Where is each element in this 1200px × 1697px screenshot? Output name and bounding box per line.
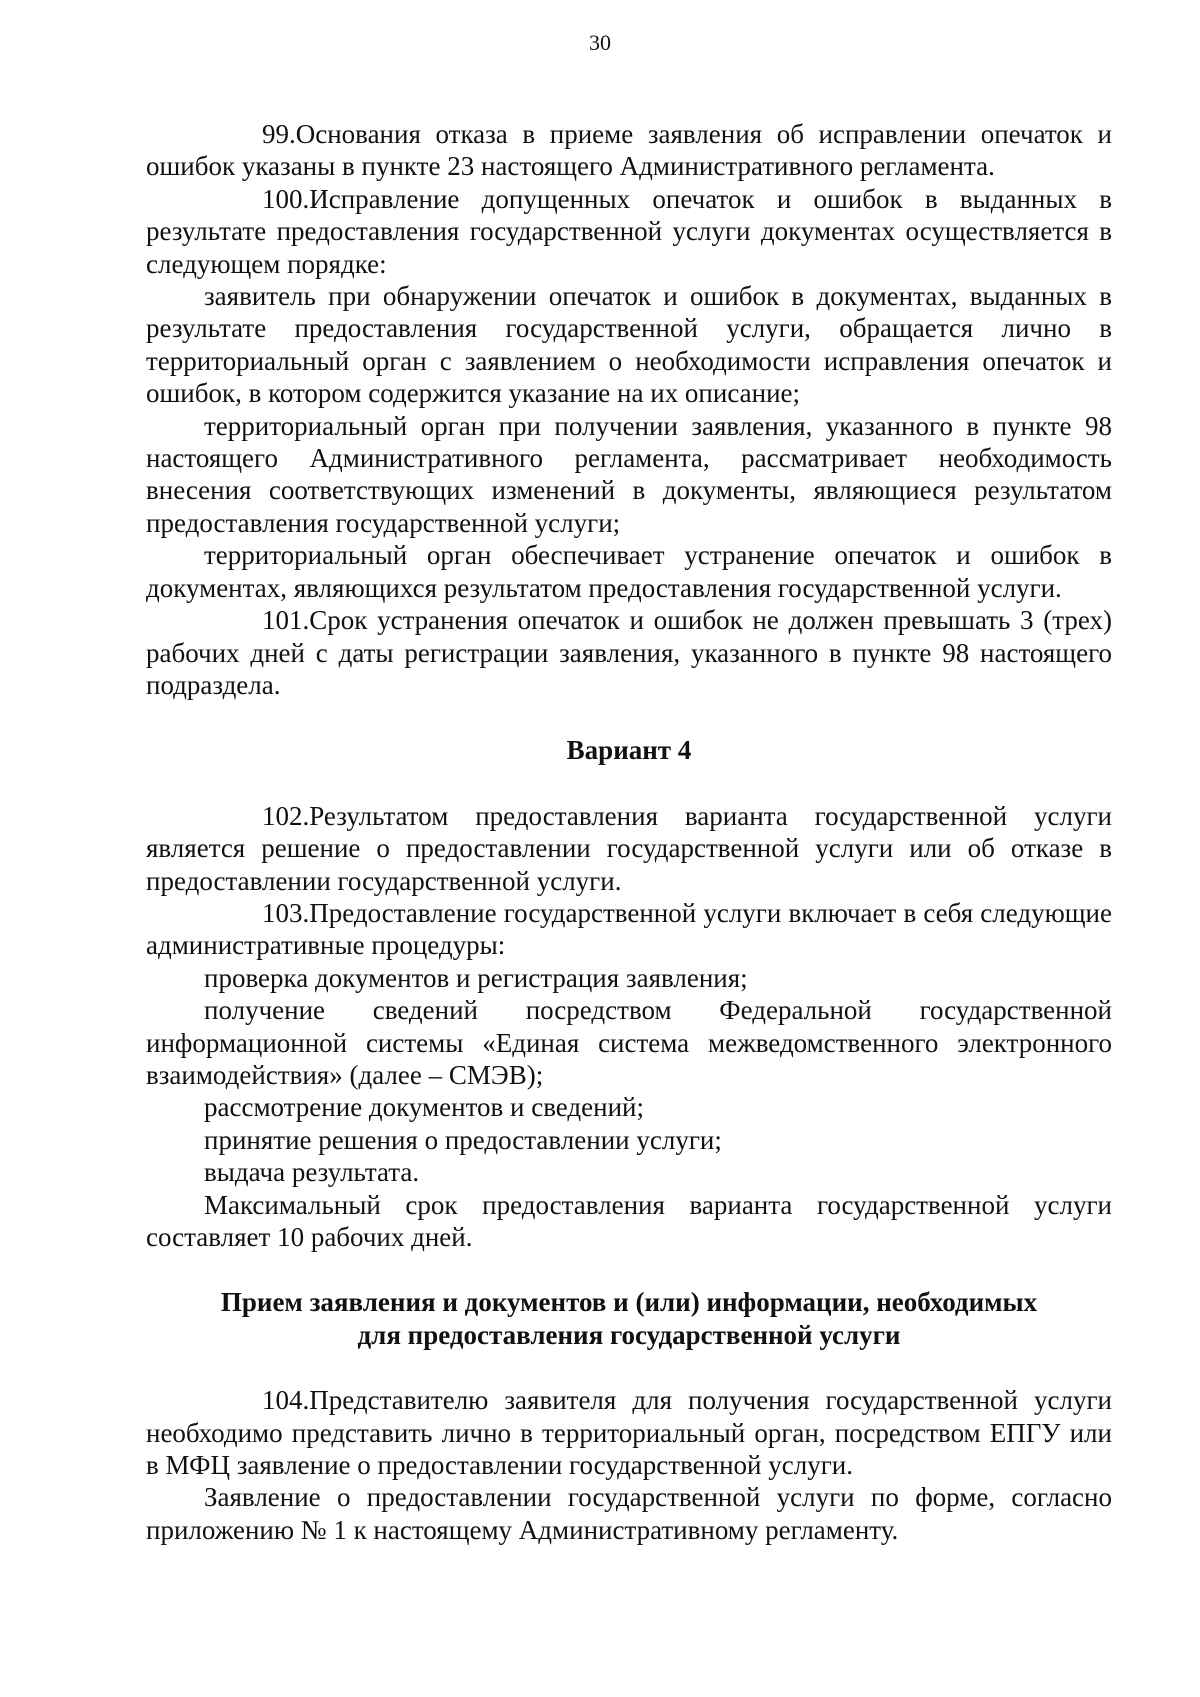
section-heading-line: Прием заявления и документов и (или) информации, необходимых (220, 1287, 1038, 1318)
paragraph-104 (146, 1384, 1112, 1481)
variant-heading: Вариант 4 (566, 735, 692, 766)
paragraph-99 (146, 118, 1112, 183)
paragraph-text: Срок устранения опечаток и ошибок не должен превышать 3 (трех) рабочих дней с даты регистрации заявления, указанного в пункте 98 настоящего подраздела. (146, 605, 1112, 700)
paragraph-text: заявитель при обнаружении опечаток и ошибок в документах, выданных в результате предоставления государственной услуги, обращается лично в территориальный орган с заявлением о необходимости исправления опечаток и ошибок, в котором содержится указание на их описание; (146, 281, 1112, 409)
section-heading-line: для предоставления государственной услуги (357, 1319, 901, 1350)
paragraph-102 (146, 800, 1112, 897)
paragraph-text: Заявление о предоставлении государственной услуги по форме, согласно приложению № 1 к настоящему Административному регламенту. (146, 1482, 1112, 1545)
item-number: 102. (262, 800, 310, 831)
paragraph-text: Основания отказа в приеме заявления об исправлении опечаток и ошибок указаны в пункте 23 настоящего Административного регламента. (146, 119, 1112, 182)
paragraph-text: Исправление допущенных опечаток и ошибок в выданных в результате предоставления государственной услуги документах осуществляется в следующем порядке: (146, 183, 1112, 279)
paragraph-text: территориальный орган при получении заявления, указанного в пункте 98 настоящего Административного регламента, рассматривает необходимость внесения соответствующих изменений в документы, являющиеся результатом предоставления государственной услуги; (146, 410, 1112, 538)
item-number: 99. (262, 119, 296, 149)
paragraph-text: получение сведений посредством Федеральной государственной информационной системы «Единая система межведомственного электронного взаимодействия» (далее – СМЭВ); (146, 995, 1112, 1090)
item-number: 101. (262, 605, 310, 636)
page-number: 30 (589, 30, 611, 55)
paragraph-text: проверка документов и регистрация заявления; (204, 962, 748, 993)
paragraph-100 (146, 183, 1112, 280)
document-body (146, 118, 1112, 1546)
paragraph-text: Результатом предоставления варианта государственной услуги является решение о предоставлении государственной услуги или об отказе в предоставлении государственной услуги. (146, 800, 1112, 896)
paragraph-text: рассмотрение документов и сведений; (204, 1092, 644, 1123)
item-number: 104. (262, 1385, 310, 1416)
section-heading (146, 1286, 1112, 1351)
item-number: 103. (262, 897, 310, 928)
paragraph-text: Максимальный срок предоставления варианта государственной услуги составляет 10 рабочих дней. (146, 1189, 1112, 1252)
paragraph-text: территориальный орган обеспечивает устранение опечаток и ошибок в документах, являющихся результатом предоставления государственной услуги. (146, 540, 1112, 603)
paragraph-text: выдача результата. (204, 1157, 420, 1188)
paragraph-text: Представителю заявителя для получения государственной услуги необходимо представить лично в территориальный орган, посредством ЕПГУ или в МФЦ заявление о предоставлении государственной услуги. (146, 1385, 1112, 1481)
paragraph-101 (146, 604, 1112, 701)
paragraph-text: принятие решения о предоставлении услуги; (204, 1124, 722, 1155)
item-number: 100. (262, 183, 310, 214)
paragraph-text: Предоставление государственной услуги включает в себя следующие административные процедуры: (146, 897, 1112, 961)
paragraph-103 (146, 897, 1112, 962)
